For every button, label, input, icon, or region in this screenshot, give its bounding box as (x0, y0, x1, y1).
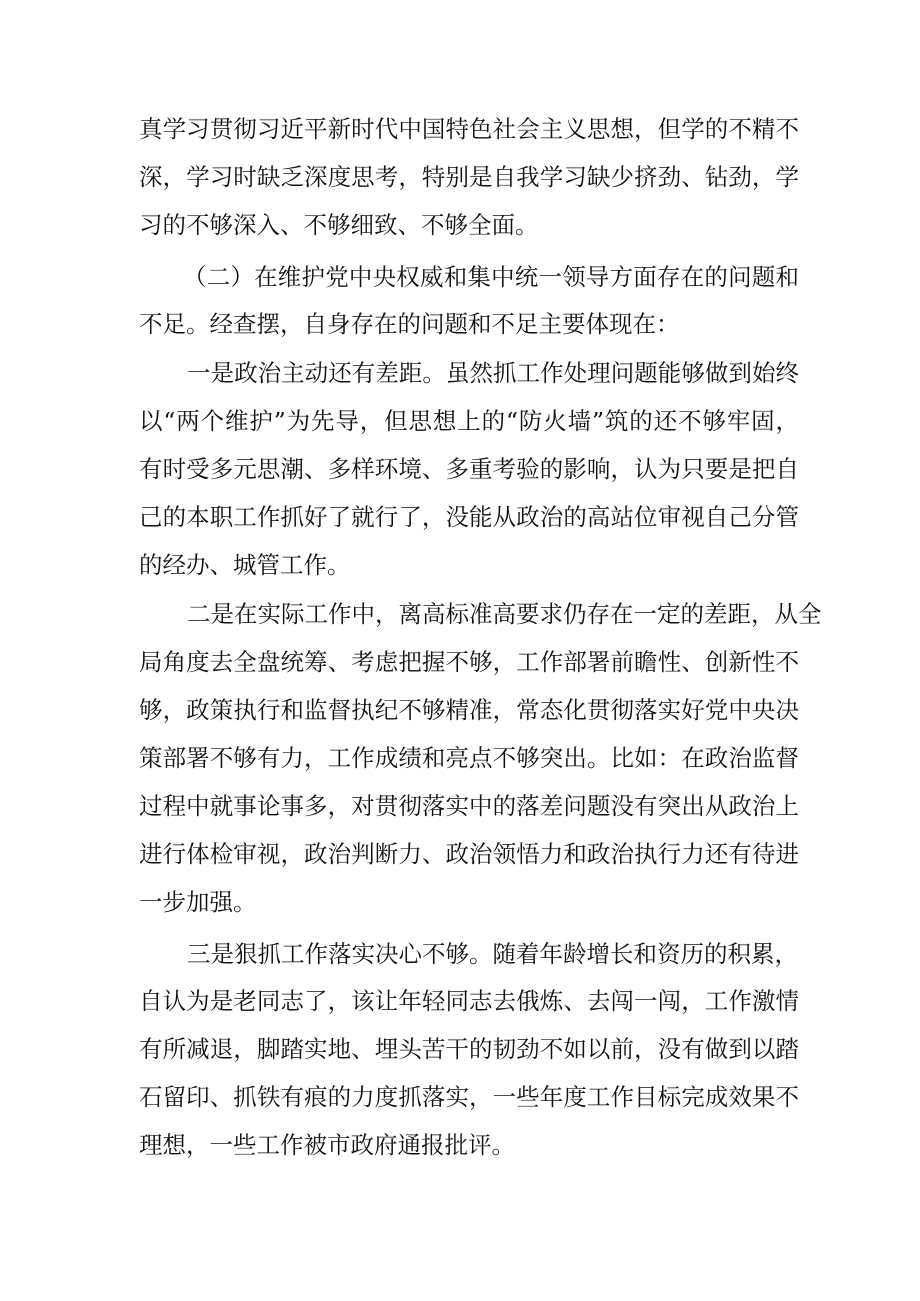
section-heading-line: （二）在维护党中央权威和集中统一领导方面存在的问题和 (183, 263, 799, 291)
paragraph-line: 习的不够深入、不够细致、不够全面。 (139, 211, 539, 239)
paragraph-line: 三是狠抓工作落实决心不够。随着年龄增长和资历的积累， (187, 940, 798, 968)
paragraph-line: 深，学习时缺乏深度思考，特别是自我学习缺少挤劲、钻劲，学 (139, 163, 799, 191)
paragraph-line: 过程中就事论事多，对贯彻落实中的落差问题没有突出从政治上 (139, 792, 799, 820)
paragraph-line: 够，政策执行和监督执纪不够精准，常态化贯彻落实好党中央决 (139, 696, 799, 724)
paragraph-line: 石留印、抓铁有痕的力度抓落实，一些年度工作目标完成效果不 (139, 1083, 799, 1111)
paragraph-line: 理想，一些工作被市政府通报批评。 (139, 1131, 515, 1159)
paragraph-line: 一步加强。 (139, 888, 257, 916)
paragraph-line: 己的本职工作抓好了就行了，没能从政治的高站位审视自己分管 (139, 503, 799, 531)
paragraph-line: 有时受多元思潮、多样环境、多重考验的影响，认为只要是把自 (139, 455, 799, 483)
paragraph-line: 二是在实际工作中，离高标准高要求仍存在一定的差距，从全 (187, 600, 822, 628)
paragraph-line: 策部署不够有力，工作成绩和亮点不够突出。比如：在政治监督 (139, 744, 799, 772)
paragraph-line: 一是政治主动还有差距。虽然抓工作处理问题能够做到始终 (187, 359, 799, 387)
section-heading-line: 不足。经查摆，自身存在的问题和不足主要体现在： (139, 310, 680, 338)
paragraph-line: 以“两个维护”为先导，但思想上的“防火墙”筑的还不够牢固， (139, 407, 799, 435)
paragraph-line: 进行体检审视，政治判断力、政治领悟力和政治执行力还有待进 (139, 840, 799, 868)
paragraph-line: 的经办、城管工作。 (139, 551, 351, 579)
paragraph-line: 真学习贯彻习近平新时代中国特色社会主义思想，但学的不精不 (139, 115, 799, 143)
paragraph-line: 自认为是老同志了，该让年轻同志去俄炼、去闯一闯，工作激情 (139, 987, 799, 1015)
paragraph-line: 有所减退，脚踏实地、埋头苦干的韧劲不如以前，没有做到以踏 (139, 1035, 799, 1063)
paragraph-line: 局角度去全盘统筹、考虑把握不够，工作部署前瞻性、创新性不 (139, 648, 799, 676)
